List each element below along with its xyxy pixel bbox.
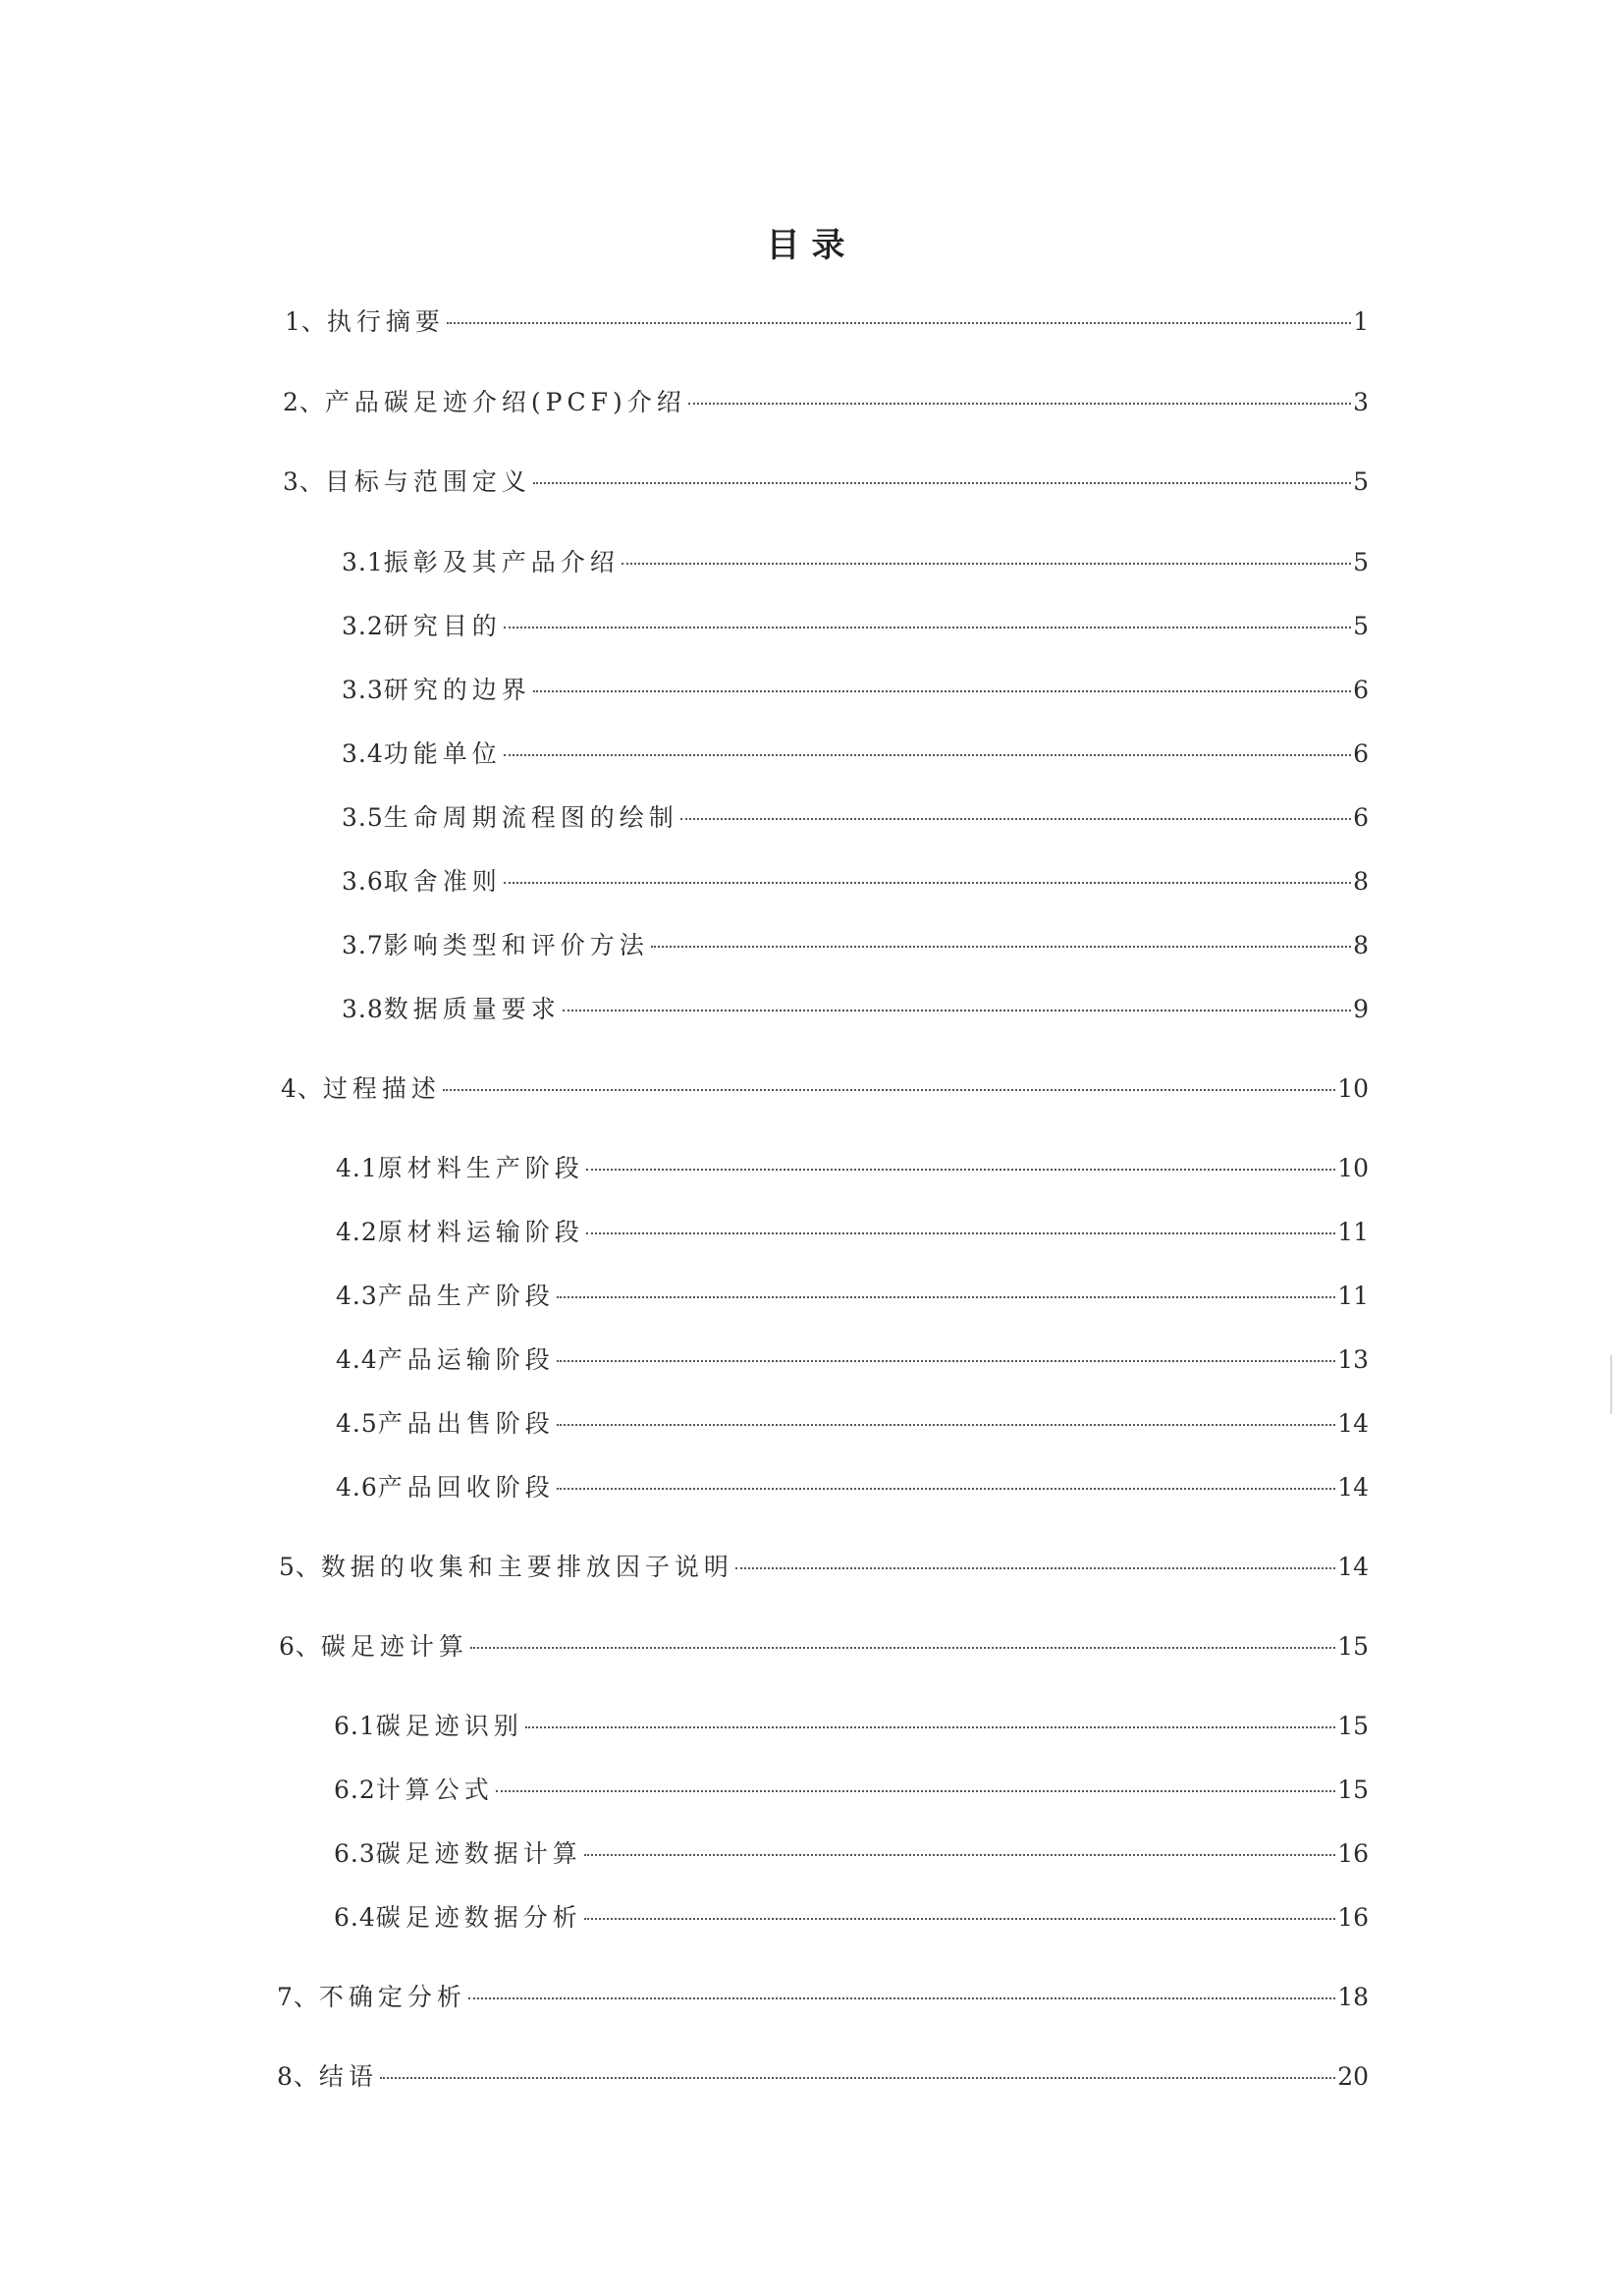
toc-entry-page: 6 xyxy=(1353,803,1369,832)
toc-entry-number: 6.1 xyxy=(334,1712,376,1740)
dot-leader xyxy=(586,1169,1335,1171)
toc-entry-3-7[interactable] xyxy=(342,926,1369,965)
toc-entry-2[interactable] xyxy=(283,383,1369,422)
toc-entry-label: 碳足迹数据分析 xyxy=(375,1903,582,1932)
toc-entry-page: 14 xyxy=(1337,1409,1369,1438)
toc-entry-number: 3.5 xyxy=(342,803,384,832)
toc-entry-page: 16 xyxy=(1337,1903,1369,1932)
toc-entry-number: 3.3 xyxy=(342,676,384,704)
toc-entry-number: 3、 xyxy=(283,467,325,496)
toc-entry-number: 6.4 xyxy=(334,1903,376,1932)
toc-entry-label: 研究目的 xyxy=(383,612,502,640)
toc-entry-page: 8 xyxy=(1353,867,1369,896)
toc-entry-page: 10 xyxy=(1337,1074,1369,1103)
toc-entry-label: 碳足迹计算 xyxy=(320,1632,468,1661)
dot-leader xyxy=(380,2077,1335,2079)
toc-entry-page: 15 xyxy=(1337,1712,1369,1740)
dot-leader xyxy=(447,322,1351,324)
dot-leader xyxy=(584,1918,1335,1920)
dot-leader xyxy=(533,482,1351,484)
dot-leader xyxy=(525,1726,1335,1728)
toc-entry-page: 5 xyxy=(1353,467,1369,496)
dot-leader xyxy=(468,1997,1335,1999)
toc-entry-4-4[interactable] xyxy=(336,1340,1369,1380)
toc-entry-number: 4.4 xyxy=(336,1345,378,1374)
toc-entry-number: 6、 xyxy=(279,1632,321,1661)
toc-entry-page: 6 xyxy=(1353,676,1369,704)
toc-entry-5[interactable] xyxy=(279,1548,1369,1587)
toc-entry-label: 研究的边界 xyxy=(383,676,531,704)
toc-entry-label: 数据的收集和主要排放因子说明 xyxy=(320,1553,733,1581)
toc-entry-3-3[interactable] xyxy=(342,671,1369,710)
toc-entry-page: 11 xyxy=(1337,1282,1369,1310)
toc-entry-6-2[interactable] xyxy=(334,1771,1369,1810)
dot-leader xyxy=(443,1089,1335,1091)
toc-entry-number: 4.1 xyxy=(336,1154,378,1182)
toc-entry-3-5[interactable] xyxy=(342,798,1369,838)
toc-entry-label: 产品出售阶段 xyxy=(377,1409,555,1438)
toc-entry-page: 5 xyxy=(1353,612,1369,640)
toc-entry-label: 取舍准则 xyxy=(383,867,502,896)
toc-entry-6-1[interactable] xyxy=(334,1707,1369,1746)
toc-entry-label: 执行摘要 xyxy=(326,307,445,336)
dot-leader xyxy=(504,882,1351,884)
toc-entry-3-2[interactable] xyxy=(342,607,1369,646)
toc-entry-8[interactable] xyxy=(277,2057,1369,2097)
toc-entry-number: 4.2 xyxy=(336,1218,378,1246)
dot-leader xyxy=(651,946,1351,948)
toc-entry-number: 3.2 xyxy=(342,612,384,640)
toc-entry-6[interactable] xyxy=(279,1627,1369,1667)
toc-entry-label: 碳足迹识别 xyxy=(375,1712,523,1740)
toc-entry-4-3[interactable] xyxy=(336,1277,1369,1316)
toc-entry-4-6[interactable] xyxy=(336,1468,1369,1507)
toc-entry-page: 14 xyxy=(1337,1473,1369,1502)
toc-entry-label: 计算公式 xyxy=(375,1776,494,1804)
dot-leader xyxy=(688,403,1351,405)
dot-leader xyxy=(504,627,1351,629)
dot-leader xyxy=(563,1010,1351,1011)
toc-entry-label: 振彰及其产品介绍 xyxy=(383,548,620,576)
toc-entry-3[interactable] xyxy=(283,463,1369,502)
dot-leader xyxy=(586,1232,1335,1234)
dot-leader xyxy=(557,1488,1335,1490)
toc-entry-label: 不确定分析 xyxy=(318,1983,466,2011)
toc-entry-1[interactable] xyxy=(285,302,1369,342)
toc-entry-label: 结语 xyxy=(318,2062,378,2091)
toc-entry-3-4[interactable] xyxy=(342,735,1369,774)
toc-entry-page: 14 xyxy=(1337,1553,1369,1581)
toc-entry-number: 1、 xyxy=(285,307,327,336)
toc-entry-number: 4.5 xyxy=(336,1409,378,1438)
toc-entry-label: 原材料运输阶段 xyxy=(377,1218,584,1246)
toc-entry-3-1[interactable] xyxy=(342,543,1369,582)
toc-entry-label: 过程描述 xyxy=(322,1074,441,1103)
toc-entry-label: 产品运输阶段 xyxy=(377,1345,555,1374)
dot-leader xyxy=(622,563,1351,565)
dot-leader xyxy=(557,1424,1335,1426)
toc-entry-4-5[interactable] xyxy=(336,1404,1369,1444)
toc-entry-label: 影响类型和评价方法 xyxy=(383,931,649,959)
toc-title: 目录 xyxy=(766,226,857,265)
toc-entry-6-3[interactable] xyxy=(334,1834,1369,1874)
toc-entry-page: 13 xyxy=(1337,1345,1369,1374)
toc-entry-label: 产品碳足迹介绍(PCF)介绍 xyxy=(324,388,686,416)
dot-leader xyxy=(496,1790,1335,1792)
toc-entry-page: 20 xyxy=(1337,2062,1369,2091)
dot-leader xyxy=(557,1360,1335,1362)
toc-entry-number: 4、 xyxy=(281,1074,323,1103)
toc-entry-label: 碳足迹数据计算 xyxy=(375,1839,582,1868)
toc-entry-number: 4.6 xyxy=(336,1473,378,1502)
toc-entry-label: 生命周期流程图的绘制 xyxy=(383,803,678,832)
toc-entry-page: 15 xyxy=(1337,1632,1369,1661)
toc-entry-number: 3.8 xyxy=(342,995,384,1023)
toc-entry-4-1[interactable] xyxy=(336,1149,1369,1188)
toc-entry-6-4[interactable] xyxy=(334,1898,1369,1938)
toc-entry-number: 3.7 xyxy=(342,931,384,959)
toc-entry-number: 5、 xyxy=(279,1553,321,1581)
toc-entry-number: 7、 xyxy=(277,1983,319,2011)
toc-entry-number: 2、 xyxy=(283,388,325,416)
dot-leader xyxy=(504,754,1351,756)
dot-leader xyxy=(680,818,1351,820)
toc-entry-number: 6.2 xyxy=(334,1776,376,1804)
toc-entry-page: 18 xyxy=(1337,1983,1369,2011)
dot-leader xyxy=(584,1854,1335,1856)
toc-entry-page: 15 xyxy=(1337,1776,1369,1804)
toc-entry-7[interactable] xyxy=(277,1978,1369,2017)
toc-entry-3-6[interactable] xyxy=(342,862,1369,902)
toc-entry-3-8[interactable] xyxy=(342,990,1369,1029)
toc-entry-number: 4.3 xyxy=(336,1282,378,1310)
toc-entry-label: 原材料生产阶段 xyxy=(377,1154,584,1182)
toc-entry-page: 11 xyxy=(1337,1218,1369,1246)
toc-entry-label: 目标与范围定义 xyxy=(324,467,531,496)
toc-entry-label: 产品回收阶段 xyxy=(377,1473,555,1502)
toc-entry-4-2[interactable] xyxy=(336,1213,1369,1252)
dot-leader xyxy=(533,690,1351,692)
scan-edge-mark xyxy=(1610,1355,1612,1414)
toc-entry-page: 1 xyxy=(1353,307,1369,336)
dot-leader xyxy=(735,1567,1335,1569)
toc-entry-page: 5 xyxy=(1353,548,1369,576)
toc-entry-page: 6 xyxy=(1353,739,1369,768)
toc-entry-page: 3 xyxy=(1353,388,1369,416)
toc-entry-page: 8 xyxy=(1353,931,1369,959)
toc-entry-number: 3.1 xyxy=(342,548,384,576)
toc-entry-page: 16 xyxy=(1337,1839,1369,1868)
toc-entry-4[interactable] xyxy=(281,1069,1369,1109)
toc-entry-page: 10 xyxy=(1337,1154,1369,1182)
toc-entry-number: 3.6 xyxy=(342,867,384,896)
toc-entry-number: 3.4 xyxy=(342,739,384,768)
dot-leader xyxy=(470,1647,1335,1649)
toc-entry-number: 6.3 xyxy=(334,1839,376,1868)
toc-entry-label: 数据质量要求 xyxy=(383,995,561,1023)
toc-entry-page: 9 xyxy=(1353,995,1369,1023)
toc-entry-label: 功能单位 xyxy=(383,739,502,768)
toc-entry-number: 8、 xyxy=(277,2062,319,2091)
toc-entry-label: 产品生产阶段 xyxy=(377,1282,555,1310)
dot-leader xyxy=(557,1296,1335,1298)
